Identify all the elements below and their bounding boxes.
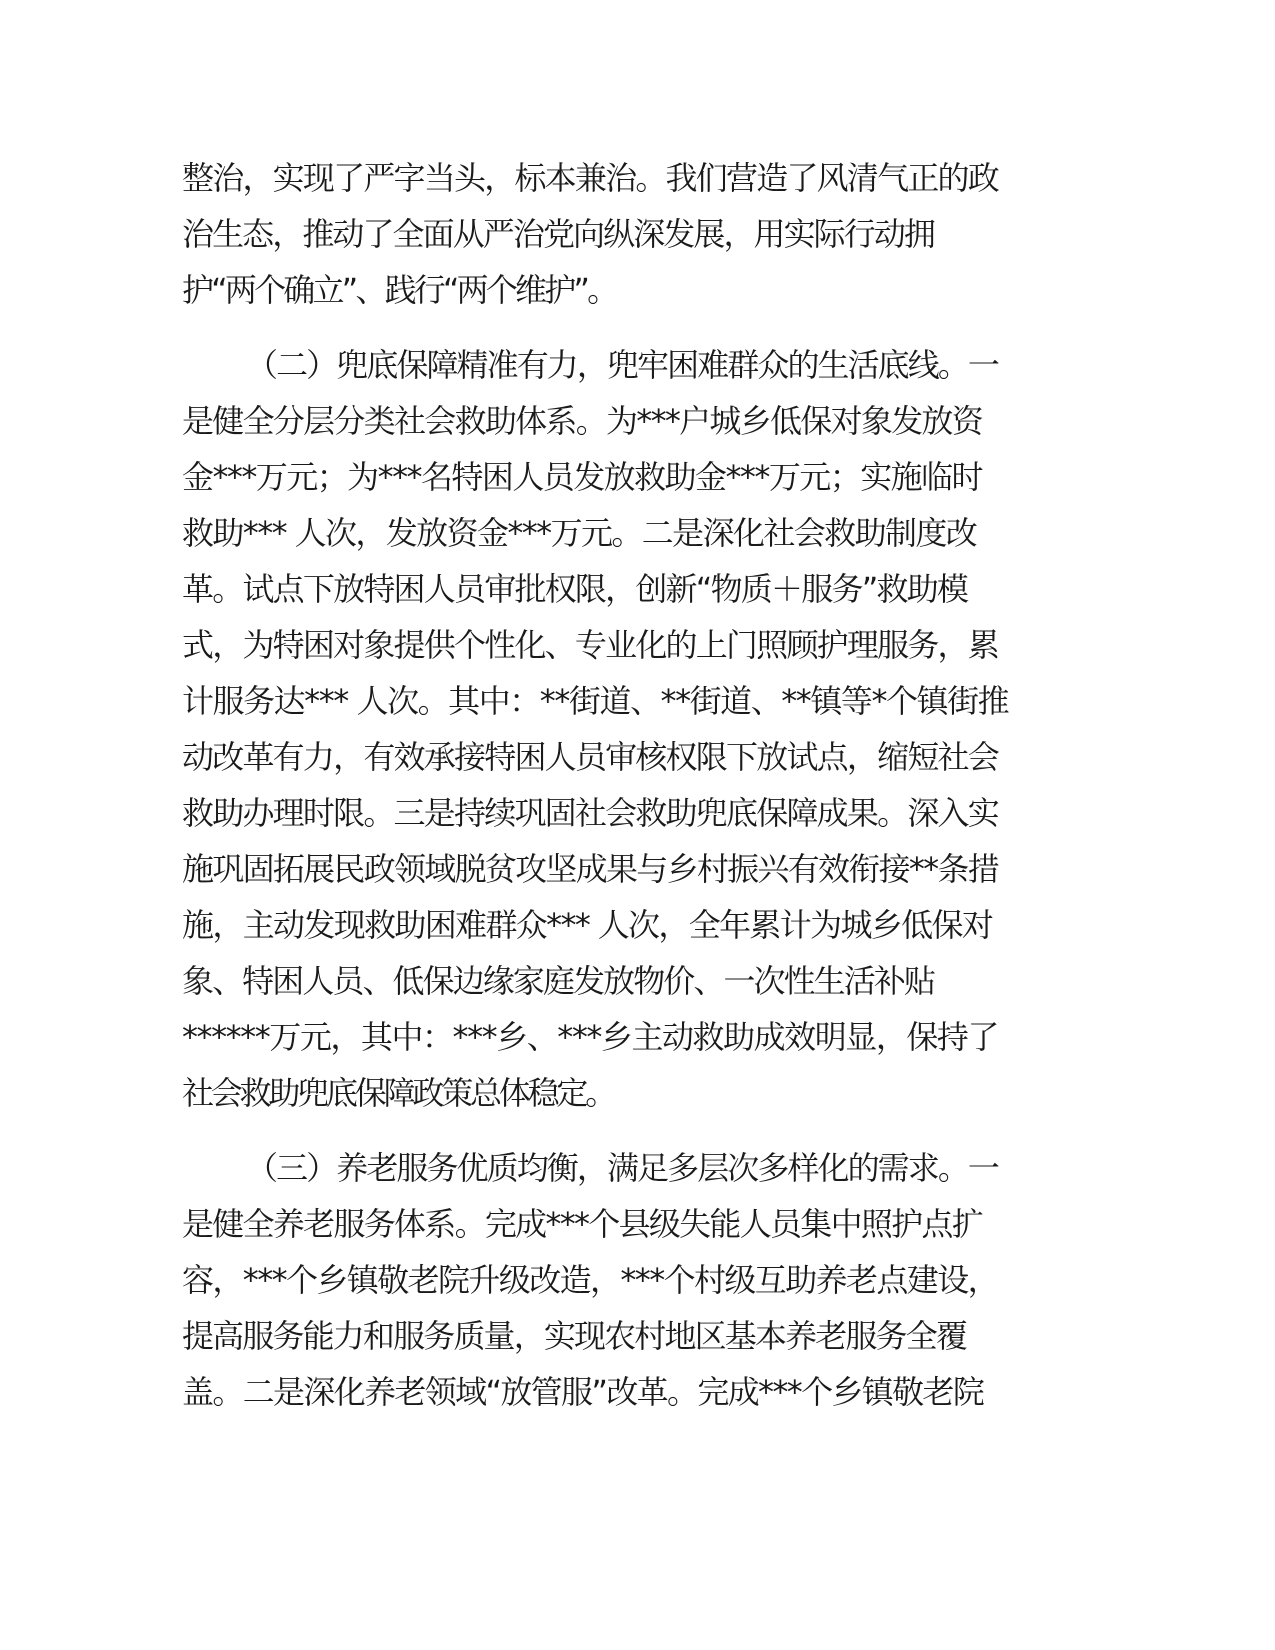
- text-line: 护“两个确立”、践行“两个维护”。: [182, 271, 617, 309]
- text-line: 整治，实现了严字当头，标本兼治。我们营造了风清气正的政: [182, 159, 999, 197]
- text-line: 革。试点下放特困人员审批权限，创新“物质＋服务”救助模: [182, 570, 968, 608]
- text-line: ******万元，其中：***乡、***乡主动救助成效明显，保持了: [182, 1018, 999, 1056]
- text-line: 盖。二是深化养老领域“放管服”改革。完成***个乡镇敬老院: [182, 1373, 984, 1411]
- text-line: 象、特困人员、低保边缘家庭发放物价、一次性生活补贴: [182, 962, 935, 1000]
- paragraph-gap: [182, 1121, 1082, 1140]
- text-line: 金***万元；为***名特困人员发放救助金***万元；实施临时: [182, 458, 983, 496]
- text-line: 式，为特困对象提供个性化、专业化的上门照顾护理服务，累: [182, 626, 999, 664]
- text-line: 是健全养老服务体系。完成***个县级失能人员集中照护点扩: [182, 1205, 983, 1243]
- text-line: 社会救助兜底保障政策总体稳定。: [182, 1074, 615, 1112]
- paragraph-gap: [182, 318, 1082, 337]
- text-line: 提高服务能力和服务质量，实现农村地区基本养老服务全覆: [182, 1317, 967, 1355]
- body-text: [182, 150, 1082, 1420]
- text-line: 治生态，推动了全面从严治党向纵深发展，用实际行动拥: [182, 215, 935, 253]
- text-line: 容，***个乡镇敬老院升级改造，***个村级互助养老点建设，: [182, 1261, 999, 1299]
- text-line: 施巩固拓展民政领域脱贫攻坚成果与乡村振兴有效衔接**条措: [182, 850, 999, 888]
- text-line: 计服务达*** 人次。其中：**街道、**街道、**镇等*个镇街推: [182, 682, 1009, 720]
- text-line: 动改革有力，有效承接特困人员审核权限下放试点，缩短社会: [182, 738, 999, 776]
- text-line: 施，主动发现救助困难群众*** 人次，全年累计为城乡低保对: [182, 906, 993, 944]
- text-line: 救助办理时限。三是持续巩固社会救助兜底保障成果。深入实: [182, 794, 999, 832]
- text-line: 救助*** 人次，发放资金***万元。二是深化社会救助制度改: [182, 514, 977, 552]
- section-heading-line: （三）养老服务优质均衡，满足多层次多样化的需求。一: [246, 1149, 999, 1187]
- section-heading-line: （二）兜底保障精准有力，兜牢困难群众的生活底线。一: [246, 346, 999, 384]
- text-line: 是健全分层分类社会救助体系。为***户城乡低保对象发放资: [182, 402, 983, 440]
